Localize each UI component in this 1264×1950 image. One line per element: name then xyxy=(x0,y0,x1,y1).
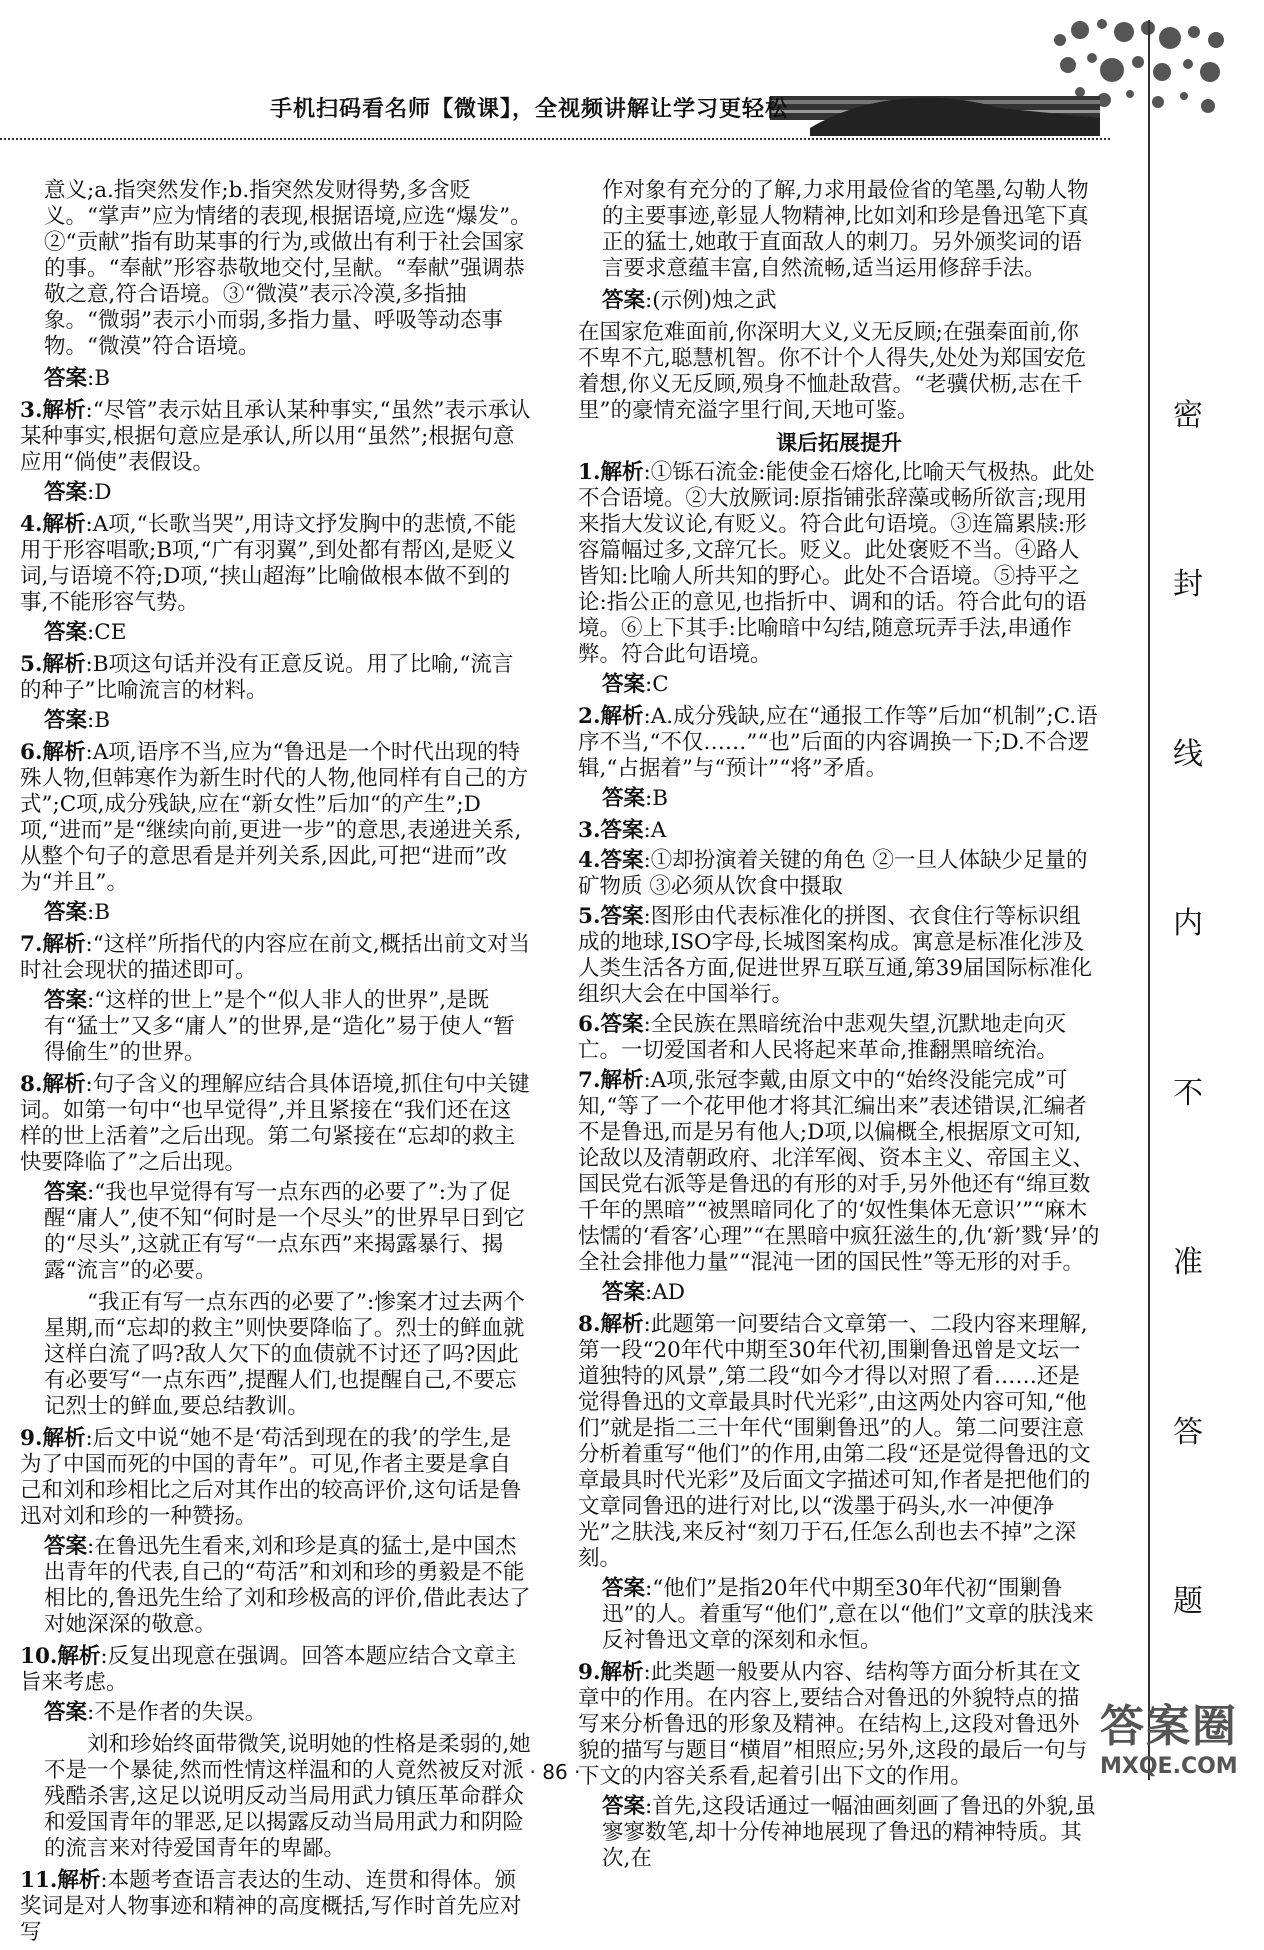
item-number: 1. xyxy=(578,460,601,485)
answer-item xyxy=(20,1644,532,1696)
seal-line-char: 不 xyxy=(1173,1075,1203,1111)
item-number: 3. xyxy=(578,818,601,843)
item-number: 6. xyxy=(578,1012,601,1037)
answer-line xyxy=(578,1794,1100,1872)
item-text: :句子含义的理解应结合具体语境,抓住句中关键词。如第一句中“也早觉得”,并且紧接在“我们还在这样的世上活着”之后出现。第二句紧接在“忘却的救主快要降临了”之后出现。 xyxy=(20,1072,530,1175)
answer-item xyxy=(20,652,532,704)
seal-line-char: 内 xyxy=(1173,906,1203,942)
answer-item xyxy=(20,1072,532,1176)
answer-label: 答案 xyxy=(44,1700,88,1725)
answer-line xyxy=(20,1180,532,1284)
sample-answer-text: 在国家危难面前,你深明大义,义无反顾;在强秦面前,你不卑不亢,聪慧机智。你不计个人得失,处处为郑国安危着想,你义无反顾,殒身不恤赴敌营。“老骥伏枥,志在千里”的豪情充溢字里行间,天地可鉴。 xyxy=(578,320,1087,423)
answer-text: :在鲁迅先生看来,刘和珍是真的猛士,是中国杰出青年的代表,自己的“苟活”和刘和珍的勇毅是不能相比的,鲁迅先生给了刘和珍极高的评价,借此表达了对她深深的敬意。 xyxy=(44,1534,531,1637)
seal-line-notice xyxy=(1168,390,1208,1620)
answer-item xyxy=(578,1012,1100,1064)
item-text: :此类题一般要从内容、结构等方面分析其在文章中的作用。在内容上,要结合对鲁迅的外貌特点的描写来分析鲁迅的形象及精神。在结构上,这段对鲁迅外貌的描写与题目“横眉”相照应;另外,这段的最后一句与下文的内容关系看,起着引出下文的作用。 xyxy=(578,1660,1088,1789)
item-label: 解析 xyxy=(42,1072,86,1097)
item-number: 2. xyxy=(578,704,601,729)
answer-item xyxy=(578,704,1100,782)
item-number: 5. xyxy=(578,904,601,929)
seal-line-char: 准 xyxy=(1173,1245,1203,1281)
item-label: 解析 xyxy=(600,460,644,485)
answer-label: 答案 xyxy=(602,786,646,811)
item-text: :B项这句话并没有正意反说。用了比喻,“流言的种子”比喻流言的材料。 xyxy=(20,652,514,703)
answer-item xyxy=(20,512,532,616)
item-text: :此题第一问要结合文章第一、二段内容来理解,第一段“20年代中期至30年代初,围剿鲁迅曾是文坛一道独特的风景”,第二段“如今才得以对照了看……还是觉得鲁迅的文章最具时代光彩”,由这两处内容可知,“他们”就是指二三十年代“围剿鲁迅”的人。第二问要注意分析着重写“他们”的作用,由第二段“还是觉得鲁迅的文章最具时代光彩”及后面文字描述可知,作者是把他们的文章同鲁迅的进行对比,以“泼墨于码头,水一冲便净光”之肤浅,来反衬“刻刀于石,任怎么刮也去不掉”之深刻。 xyxy=(578,1312,1091,1571)
item-label: 解析 xyxy=(57,1644,101,1669)
answer-label: 答案 xyxy=(602,288,646,313)
answer-line xyxy=(20,708,532,734)
seal-line-char: 答 xyxy=(1173,1414,1203,1450)
answer-label: 答案 xyxy=(44,1180,88,1205)
section-title: 课后拓展提升 xyxy=(776,431,902,455)
item-number: 4. xyxy=(578,848,601,873)
answer-line xyxy=(578,288,1100,314)
answer-item xyxy=(20,398,532,476)
item-text: :全民族在黑暗统治中悲观失望,沉默地走向灭亡。一切爱国者和人民将起来革命,推翻黑暗统治。 xyxy=(578,1012,1067,1063)
item-label: 解析 xyxy=(42,740,86,765)
item-text: :A项,张冠李戴,由原文中的“始终没能完成”可知,“等了一个花甲他才将其汇编出来”表述错误,汇编者不是鲁迅,而是另有他人;D项,以偏概全,根据原文可知,论敌以及清朝政府、北洋军阀、资本主义、帝国主义、国民党右派等是鲁迅的有形的对手,另外他还有“绵亘数千年的黑暗”“被黑暗同化了的‘奴性集体无意识’”“麻木怯懦的‘看客’心理”“在黑暗中疯狂滋生的,仇‘新’戮‘异’的全社会排他力量”“混沌一团的国民性”等无形的对手。 xyxy=(578,1068,1100,1275)
item-text: :后文中说“她不是‘苟活到现在的我’的学生,是为了中国而死的中国的青年”。可见,作者主要是拿自己和刘和珍相比之后对其作出的较高评价,这句话是鲁迅对刘和珍的一种赞扬。 xyxy=(20,1426,522,1529)
answer-item xyxy=(578,1312,1100,1572)
item-number: 6. xyxy=(20,740,43,765)
answer-item xyxy=(578,460,1100,668)
answer-item xyxy=(578,1068,1100,1276)
continued-text: 作对象有充分的了解,力求用最俭省的笔墨,勾勒人物的主要事迹,彰显人物精神,比如刘和珍是鲁迅笔下真正的猛士,她敢于直面敌人的刺刀。另外颁奖词的语言要求意蕴丰富,自然流畅,适当运用修辞手法。 xyxy=(602,178,1089,281)
answer-text: :“我也早觉得有写一点东西的必要了”:为了促醒“庸人”,使不知“何时是一个尽头”的世界早日到它的“尽头”,这就正有写“一点东西”来揭露暴行、揭露“流言”的必要。 xyxy=(44,1180,525,1283)
answer-line xyxy=(20,366,532,392)
item-text: :反复出现意在强调。回答本题应结合文章主旨来考虑。 xyxy=(20,1644,517,1695)
item-number: 9. xyxy=(20,1426,43,1451)
answer-label: 答案 xyxy=(44,480,88,505)
answer-item xyxy=(578,904,1100,1008)
item-number: 4. xyxy=(20,512,43,537)
item-label: 解析 xyxy=(42,932,86,957)
answer-text: :B xyxy=(645,786,669,811)
answer-label: 答案 xyxy=(44,900,88,925)
seal-line-char: 线 xyxy=(1173,736,1203,772)
binding-line xyxy=(1148,20,1150,1780)
item-number: 9. xyxy=(578,1660,601,1685)
header-banner: 手机扫码看名师【微课】，全视频讲解让学习更轻松 xyxy=(270,97,789,122)
answer-line xyxy=(20,620,532,646)
item-text: :A.成分残缺,应在“通报工作等”后加“机制”;C.语序不当,“不仅……”“也”后面的内容调换一下;D.不合逻辑,“占据着”与“预计”“将”矛盾。 xyxy=(578,704,1098,781)
item-label: 答案 xyxy=(600,848,644,873)
answer-line xyxy=(20,900,532,926)
answer-text: :D xyxy=(87,480,112,505)
answer-line xyxy=(20,988,532,1066)
item-text: :①却扮演着关键的角色 ②一旦人体缺少足量的矿物质 ③必须从饮食中摄取 xyxy=(578,848,1088,899)
answer-text: :(示例)烛之武 xyxy=(645,288,777,313)
item-label: 答案 xyxy=(600,818,644,843)
item-number: 8. xyxy=(578,1312,601,1337)
answer-line xyxy=(20,1534,532,1638)
answer-line xyxy=(20,1700,532,1726)
answer-text: :不是作者的失误。 xyxy=(87,1700,267,1725)
item-number: 5. xyxy=(20,652,43,677)
right-column xyxy=(578,178,1100,1878)
item-text: :A项,“长歌当哭”,用诗文抒发胸中的悲愤,不能用于形容唱歌;B项,“广有羽翼”,到处都有帮凶,是贬义词,与语境不符;D项,“挟山超海”比喻做根本做不到的事,不能形容气势。 xyxy=(20,512,517,615)
answer-text: :首先,这段话通过一幅油画刻画了鲁迅的外貌,虽寥寥数笔,却十分传神地展现了鲁迅的精神特质。其次,在 xyxy=(602,1794,1096,1871)
answer-item xyxy=(20,740,532,896)
item-text: :A xyxy=(643,818,667,843)
item-text: :A项,语序不当,应为“鲁迅是一个时代出现的特殊人物,但韩寒作为新生时代的人物,他同样有自己的方式”;C项,成分残缺,应在“新女性”后加“的产生”;D项,“进而”是“继续向前,更进一步”的意思,表递进关系,从整个句子的意思看是并列关系,因此,可把“进而”改为“并且”。 xyxy=(20,740,529,895)
watermark-en: MXQE.COM xyxy=(1100,1754,1238,1779)
answer-line xyxy=(578,1576,1100,1654)
seal-line-char: 题 xyxy=(1173,1583,1203,1619)
left-column xyxy=(20,178,532,1950)
answer-label: 答案 xyxy=(44,708,88,733)
answer-text: :C xyxy=(645,672,669,697)
item-label: 解析 xyxy=(600,1660,644,1685)
continued-text: 意义;a.指突然发作;b.指突然发财得势,多含贬义。“掌声”应为情绪的表现,根据语境,应选“爆发”。②“贡献”指有助某事的行为,或做出有利于社会国家的事。“奉献”形容恭敬地交付,呈献。“奉献”强调恭敬之意,符合语境。③“微漠”表示冷漠,多指抽象。“微弱”表示小而弱,多指力量、呼吸等动态事物。“微漠”符合语境。 xyxy=(44,178,532,359)
watermark-cn: 答案圈 xyxy=(1100,1701,1238,1752)
item-label: 解析 xyxy=(42,1426,86,1451)
answer-item xyxy=(578,848,1100,900)
answer-item xyxy=(20,1426,532,1530)
answer-label: 答案 xyxy=(44,620,88,645)
seal-line-char: 封 xyxy=(1173,567,1203,603)
item-number: 11. xyxy=(20,1868,58,1893)
seal-line-char: 密 xyxy=(1173,398,1203,433)
item-label: 解析 xyxy=(57,1868,101,1893)
item-label: 答案 xyxy=(600,1012,644,1037)
item-label: 解析 xyxy=(600,1068,644,1093)
answer-text: :“这样的世上”是个“似人非人的世界”,是既有“猛士”又多“庸人”的世界,是“造化”易于使人“暂得偷生”的世界。 xyxy=(44,988,515,1065)
answer-item xyxy=(20,932,532,984)
item-label: 解析 xyxy=(42,398,86,423)
answer-text: :CE xyxy=(87,620,127,645)
answer-text: :B xyxy=(87,900,111,925)
item-text: :“这样”所指代的内容应在前文,概括出前文对当时社会现状的描述即可。 xyxy=(20,932,531,983)
answer-label: 答案 xyxy=(602,1576,646,1601)
answer-label: 答案 xyxy=(44,988,88,1013)
answer-item xyxy=(20,1868,532,1946)
item-number: 3. xyxy=(20,398,43,423)
page-number: · 86 · xyxy=(529,1760,581,1784)
explanation-paragraph: “我正有写一点东西的必要了”:惨案才过去两个星期,而“忘却的救主”则快要降临了。烈士的鲜血就这样白流了吗?敌人欠下的血债就不讨还了吗?因此有必要写“一点东西”,提醒人们,也提醒自己,不要忘记烈士的鲜血,要总结教训。 xyxy=(44,1290,525,1419)
item-text: :“尽管”表示姑且承认某种事实,“虽然”表示承认某种事实,根据句意应是承认,所以用“虽然”;根据句意应用“倘使”表假设。 xyxy=(20,398,531,475)
item-number: 7. xyxy=(578,1068,601,1093)
item-label: 解析 xyxy=(42,512,86,537)
answer-label: 答案 xyxy=(602,672,646,697)
item-number: 8. xyxy=(20,1072,43,1097)
item-text: :图形由代表标准化的拼图、衣食住行等标识组成的地球,ISO字母,长城图案构成。寓意是标准化涉及人类生活各方面,促进世界互联互通,第39届国际标准化组织大会在中国举行。 xyxy=(578,904,1093,1007)
item-label: 解析 xyxy=(600,1312,644,1337)
item-label: 答案 xyxy=(600,904,644,929)
answer-label: 答案 xyxy=(602,1794,646,1819)
answer-text: :AD xyxy=(645,1280,686,1305)
watermark-logo xyxy=(1100,1690,1260,1800)
header-dotted-rule xyxy=(0,138,1110,140)
explanation-paragraph: 刘和珍始终面带微笑,说明她的性格是柔弱的,她不是一个暴徒,然而性情这样温和的人竟然被反对派残酷杀害,这足以说明反动当局用武力镇压革命群众和爱国青年的罪恶,足以揭露反动当局用武力和阴险的流言来对待爱国青年的卑鄙。 xyxy=(44,1732,531,1861)
answer-text: :B xyxy=(87,366,111,391)
answer-line xyxy=(578,1280,1100,1306)
item-number: 7. xyxy=(20,932,43,957)
answer-item xyxy=(578,818,1100,844)
item-label: 解析 xyxy=(42,652,86,677)
item-text: :本题考查语言表达的生动、连贯和得体。颁奖词是对人物事迹和精神的高度概括,写作时首先应对写 xyxy=(20,1868,522,1945)
answer-label: 答案 xyxy=(44,1534,88,1559)
item-number: 10. xyxy=(20,1644,58,1669)
answer-line xyxy=(578,672,1100,698)
answer-line xyxy=(578,786,1100,812)
answer-text: :B xyxy=(87,708,111,733)
answer-line xyxy=(20,480,532,506)
item-text: :①铄石流金:能使金石熔化,比喻天气极热。此处不合语境。②大放厥词:原指铺张辞藻或畅所欲言;现用来指大发议论,有贬义。符合此句语境。③连篇累牍:形容篇幅过多,文辞冗长。贬义。此处褒贬不当。④路人皆知:比喻人所共知的野心。此处不合语境。⑤持平之论:指公正的意见,也指折中、调和的话。符合此句的语境。⑥上下其手:比喻暗中勾结,随意玩弄手法,串通作弊。符合此句语境。 xyxy=(578,460,1095,667)
answer-text: :“他们”是指20年代中期至30年代初“围剿鲁迅”的人。着重写“他们”,意在以“他们”文章的肤浅来反衬鲁迅文章的深刻和永恒。 xyxy=(602,1576,1094,1653)
answer-label: 答案 xyxy=(602,1280,646,1305)
answer-label: 答案 xyxy=(44,366,88,391)
item-label: 解析 xyxy=(600,704,644,729)
